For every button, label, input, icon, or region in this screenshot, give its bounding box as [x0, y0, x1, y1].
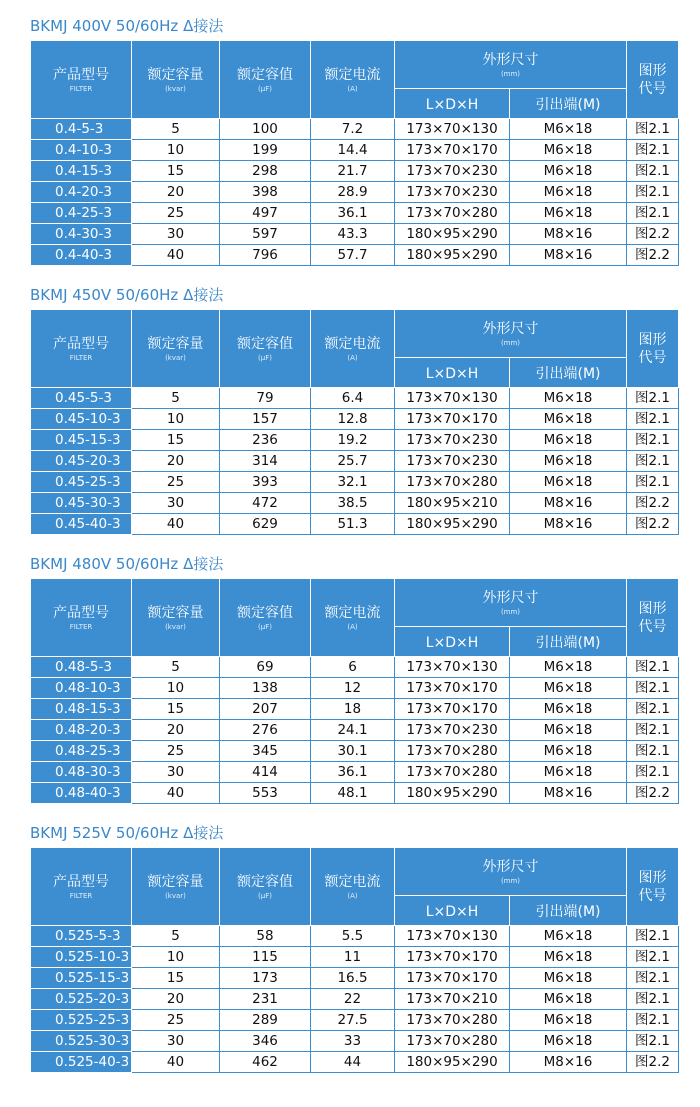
- table-row: [31, 472, 679, 493]
- current-cell: 43.3: [311, 224, 395, 245]
- table-row: [31, 1031, 679, 1052]
- current-cell: 6.4: [311, 388, 395, 409]
- model-cell: 0.4-5-3: [31, 119, 132, 140]
- dimensions-cell: 180×95×290: [395, 224, 510, 245]
- capacity-cell: 30: [132, 224, 220, 245]
- terminal-cell: M6×18: [510, 657, 627, 678]
- table-row: [31, 783, 679, 804]
- capacity-cell: 20: [132, 989, 220, 1010]
- current-cell: 18: [311, 699, 395, 720]
- dimensions-cell: 173×70×280: [395, 203, 510, 224]
- dimensions-cell: 173×70×280: [395, 1031, 510, 1052]
- table-row: [31, 699, 679, 720]
- capacity-cell: 15: [132, 430, 220, 451]
- current-cell: 19.2: [311, 430, 395, 451]
- figure-cell: 图2.1: [627, 203, 679, 224]
- terminal-cell: M6×18: [510, 1010, 627, 1031]
- header-terminal: 引出端(M): [510, 89, 627, 119]
- section-title: BKMJ 450V 50/60Hz Δ接法: [30, 286, 224, 304]
- header-lxdxh: L×D×H: [395, 89, 510, 119]
- current-cell: 38.5: [311, 493, 395, 514]
- figure-cell: 图2.1: [627, 678, 679, 699]
- table-row: [31, 678, 679, 699]
- figure-cell: 图2.2: [627, 245, 679, 266]
- table-header: [31, 310, 679, 388]
- section-title: BKMJ 480V 50/60Hz Δ接法: [30, 555, 224, 573]
- capacity-cell: 30: [132, 762, 220, 783]
- header-lxdxh: L×D×H: [395, 627, 510, 657]
- model-cell: 0.525-5-3: [31, 926, 132, 947]
- model-cell: 0.4-30-3: [31, 224, 132, 245]
- capacity-cell: 40: [132, 514, 220, 535]
- table-row: [31, 182, 679, 203]
- spec-table: [30, 40, 679, 266]
- terminal-cell: M6×18: [510, 947, 627, 968]
- dimensions-cell: 173×70×230: [395, 430, 510, 451]
- figure-cell: 图2.1: [627, 119, 679, 140]
- capacitance-cell: 236: [220, 430, 311, 451]
- terminal-cell: M6×18: [510, 989, 627, 1010]
- capacity-cell: 40: [132, 245, 220, 266]
- figure-cell: 图2.1: [627, 182, 679, 203]
- capacitance-cell: 173: [220, 968, 311, 989]
- terminal-cell: M6×18: [510, 741, 627, 762]
- current-cell: 24.1: [311, 720, 395, 741]
- capacitance-cell: 472: [220, 493, 311, 514]
- dimensions-cell: 173×70×170: [395, 409, 510, 430]
- table-row: [31, 514, 679, 535]
- model-cell: 0.525-40-3: [31, 1052, 132, 1073]
- header-figure: 图形 代号: [627, 41, 679, 119]
- capacity-cell: 5: [132, 119, 220, 140]
- model-cell: 0.4-40-3: [31, 245, 132, 266]
- terminal-cell: M6×18: [510, 762, 627, 783]
- current-cell: 5.5: [311, 926, 395, 947]
- model-cell: 0.48-5-3: [31, 657, 132, 678]
- capacity-cell: 5: [132, 926, 220, 947]
- terminal-cell: M8×16: [510, 493, 627, 514]
- model-cell: 0.45-10-3: [31, 409, 132, 430]
- figure-cell: 图2.1: [627, 968, 679, 989]
- capacitance-cell: 346: [220, 1031, 311, 1052]
- capacitance-cell: 276: [220, 720, 311, 741]
- terminal-cell: M6×18: [510, 451, 627, 472]
- capacitance-cell: 462: [220, 1052, 311, 1073]
- spec-table: [30, 847, 679, 1073]
- capacitance-cell: 58: [220, 926, 311, 947]
- capacitance-cell: 398: [220, 182, 311, 203]
- terminal-cell: M8×16: [510, 783, 627, 804]
- terminal-cell: M8×16: [510, 1052, 627, 1073]
- table-row: [31, 1052, 679, 1073]
- model-cell: 0.525-15-3: [31, 968, 132, 989]
- header-capacity: 额定容量 (kvar): [132, 579, 220, 657]
- dimensions-cell: 173×70×130: [395, 657, 510, 678]
- table-row: [31, 430, 679, 451]
- header-model: 产品型号 FILTER: [31, 848, 132, 926]
- header-figure: 图形 代号: [627, 310, 679, 388]
- header-dimensions: 外形尺寸 (mm): [395, 848, 627, 896]
- dimensions-cell: 173×70×170: [395, 140, 510, 161]
- current-cell: 33: [311, 1031, 395, 1052]
- figure-cell: 图2.2: [627, 1052, 679, 1073]
- header-figure: 图形 代号: [627, 579, 679, 657]
- model-cell: 0.48-15-3: [31, 699, 132, 720]
- capacity-cell: 10: [132, 140, 220, 161]
- figure-cell: 图2.1: [627, 1031, 679, 1052]
- table-row: [31, 657, 679, 678]
- header-capacitance: 额定容值 (μF): [220, 41, 311, 119]
- terminal-cell: M6×18: [510, 182, 627, 203]
- capacity-cell: 20: [132, 720, 220, 741]
- current-cell: 6: [311, 657, 395, 678]
- dimensions-cell: 173×70×170: [395, 699, 510, 720]
- table-row: [31, 720, 679, 741]
- model-cell: 0.48-20-3: [31, 720, 132, 741]
- capacity-cell: 15: [132, 699, 220, 720]
- capacity-cell: 15: [132, 968, 220, 989]
- header-current: 额定电流 (A): [311, 848, 395, 926]
- terminal-cell: M8×16: [510, 514, 627, 535]
- header-terminal: 引出端(M): [510, 627, 627, 657]
- table-row: [31, 140, 679, 161]
- figure-cell: 图2.2: [627, 224, 679, 245]
- terminal-cell: M6×18: [510, 388, 627, 409]
- figure-cell: 图2.1: [627, 926, 679, 947]
- model-cell: 0.525-20-3: [31, 989, 132, 1010]
- dimensions-cell: 173×70×170: [395, 947, 510, 968]
- capacity-cell: 10: [132, 947, 220, 968]
- current-cell: 22: [311, 989, 395, 1010]
- current-cell: 36.1: [311, 762, 395, 783]
- table-row: [31, 119, 679, 140]
- figure-cell: 图2.2: [627, 493, 679, 514]
- capacitance-cell: 138: [220, 678, 311, 699]
- header-terminal: 引出端(M): [510, 896, 627, 926]
- capacitance-cell: 345: [220, 741, 311, 762]
- table-row: [31, 762, 679, 783]
- terminal-cell: M6×18: [510, 430, 627, 451]
- section-title: BKMJ 525V 50/60Hz Δ接法: [30, 824, 224, 842]
- current-cell: 30.1: [311, 741, 395, 762]
- capacitance-cell: 314: [220, 451, 311, 472]
- capacity-cell: 10: [132, 409, 220, 430]
- capacity-cell: 15: [132, 161, 220, 182]
- current-cell: 12: [311, 678, 395, 699]
- capacity-cell: 25: [132, 472, 220, 493]
- dimensions-cell: 173×70×230: [395, 161, 510, 182]
- capacitance-cell: 597: [220, 224, 311, 245]
- figure-cell: 图2.1: [627, 140, 679, 161]
- header-dimensions: 外形尺寸 (mm): [395, 310, 627, 358]
- header-capacity: 额定容量 (kvar): [132, 41, 220, 119]
- header-model: 产品型号 FILTER: [31, 579, 132, 657]
- capacitance-cell: 115: [220, 947, 311, 968]
- capacity-cell: 20: [132, 451, 220, 472]
- header-terminal: 引出端(M): [510, 358, 627, 388]
- header-capacitance: 额定容值 (μF): [220, 848, 311, 926]
- dimensions-cell: 180×95×290: [395, 245, 510, 266]
- terminal-cell: M6×18: [510, 409, 627, 430]
- figure-cell: 图2.1: [627, 161, 679, 182]
- model-cell: 0.48-25-3: [31, 741, 132, 762]
- model-cell: 0.48-40-3: [31, 783, 132, 804]
- dimensions-cell: 173×70×170: [395, 678, 510, 699]
- capacity-cell: 40: [132, 783, 220, 804]
- table-row: [31, 926, 679, 947]
- figure-cell: 图2.1: [627, 762, 679, 783]
- figure-cell: 图2.1: [627, 989, 679, 1010]
- model-cell: 0.45-15-3: [31, 430, 132, 451]
- model-cell: 0.525-10-3: [31, 947, 132, 968]
- header-model: 产品型号 FILTER: [31, 310, 132, 388]
- current-cell: 32.1: [311, 472, 395, 493]
- capacitance-cell: 79: [220, 388, 311, 409]
- dimensions-cell: 180×95×290: [395, 783, 510, 804]
- header-current: 额定电流 (A): [311, 310, 395, 388]
- capacity-cell: 5: [132, 657, 220, 678]
- capacity-cell: 10: [132, 678, 220, 699]
- figure-cell: 图2.1: [627, 388, 679, 409]
- current-cell: 16.5: [311, 968, 395, 989]
- terminal-cell: M8×16: [510, 245, 627, 266]
- figure-cell: 图2.1: [627, 741, 679, 762]
- dimensions-cell: 173×70×210: [395, 989, 510, 1010]
- capacitance-cell: 629: [220, 514, 311, 535]
- model-cell: 0.45-30-3: [31, 493, 132, 514]
- capacitance-cell: 796: [220, 245, 311, 266]
- terminal-cell: M6×18: [510, 119, 627, 140]
- header-current: 额定电流 (A): [311, 579, 395, 657]
- figure-cell: 图2.1: [627, 409, 679, 430]
- table-row: [31, 741, 679, 762]
- header-capacity: 额定容量 (kvar): [132, 848, 220, 926]
- table-row: [31, 161, 679, 182]
- dimensions-cell: 173×70×130: [395, 119, 510, 140]
- model-cell: 0.48-30-3: [31, 762, 132, 783]
- header-dimensions: 外形尺寸 (mm): [395, 579, 627, 627]
- figure-cell: 图2.1: [627, 947, 679, 968]
- capacity-cell: 25: [132, 1010, 220, 1031]
- capacity-cell: 30: [132, 1031, 220, 1052]
- section-title: BKMJ 400V 50/60Hz Δ接法: [30, 17, 224, 35]
- terminal-cell: M6×18: [510, 720, 627, 741]
- capacitance-cell: 298: [220, 161, 311, 182]
- table-row: [31, 493, 679, 514]
- figure-cell: 图2.2: [627, 783, 679, 804]
- capacity-cell: 20: [132, 182, 220, 203]
- model-cell: 0.45-20-3: [31, 451, 132, 472]
- header-lxdxh: L×D×H: [395, 358, 510, 388]
- figure-cell: 图2.1: [627, 472, 679, 493]
- current-cell: 11: [311, 947, 395, 968]
- dimensions-cell: 173×70×170: [395, 968, 510, 989]
- terminal-cell: M6×18: [510, 140, 627, 161]
- terminal-cell: M6×18: [510, 161, 627, 182]
- terminal-cell: M6×18: [510, 1031, 627, 1052]
- capacitance-cell: 157: [220, 409, 311, 430]
- model-cell: 0.525-30-3: [31, 1031, 132, 1052]
- terminal-cell: M8×16: [510, 224, 627, 245]
- header-capacitance: 额定容值 (μF): [220, 310, 311, 388]
- current-cell: 27.5: [311, 1010, 395, 1031]
- current-cell: 14.4: [311, 140, 395, 161]
- model-cell: 0.4-15-3: [31, 161, 132, 182]
- current-cell: 7.2: [311, 119, 395, 140]
- current-cell: 57.7: [311, 245, 395, 266]
- table-header: [31, 579, 679, 657]
- capacitance-cell: 100: [220, 119, 311, 140]
- header-current: 额定电流 (A): [311, 41, 395, 119]
- table-row: [31, 1010, 679, 1031]
- current-cell: 36.1: [311, 203, 395, 224]
- capacity-cell: 25: [132, 203, 220, 224]
- current-cell: 28.9: [311, 182, 395, 203]
- dimensions-cell: 180×95×290: [395, 514, 510, 535]
- model-cell: 0.48-10-3: [31, 678, 132, 699]
- capacitance-cell: 497: [220, 203, 311, 224]
- terminal-cell: M6×18: [510, 968, 627, 989]
- dimensions-cell: 173×70×280: [395, 472, 510, 493]
- figure-cell: 图2.1: [627, 451, 679, 472]
- current-cell: 21.7: [311, 161, 395, 182]
- figure-cell: 图2.1: [627, 699, 679, 720]
- dimensions-cell: 173×70×130: [395, 926, 510, 947]
- model-cell: 0.45-40-3: [31, 514, 132, 535]
- dimensions-cell: 173×70×280: [395, 762, 510, 783]
- model-cell: 0.45-25-3: [31, 472, 132, 493]
- table-header: [31, 41, 679, 119]
- dimensions-cell: 180×95×210: [395, 493, 510, 514]
- capacitance-cell: 207: [220, 699, 311, 720]
- spec-table: [30, 578, 679, 804]
- table-row: [31, 409, 679, 430]
- capacity-cell: 40: [132, 1052, 220, 1073]
- header-dimensions: 外形尺寸 (mm): [395, 41, 627, 89]
- header-capacity: 额定容量 (kvar): [132, 310, 220, 388]
- table-header: [31, 848, 679, 926]
- dimensions-cell: 173×70×280: [395, 1010, 510, 1031]
- terminal-cell: M6×18: [510, 472, 627, 493]
- table-row: [31, 451, 679, 472]
- header-figure: 图形 代号: [627, 848, 679, 926]
- capacitance-cell: 69: [220, 657, 311, 678]
- current-cell: 44: [311, 1052, 395, 1073]
- table-row: [31, 989, 679, 1010]
- current-cell: 12.8: [311, 409, 395, 430]
- dimensions-cell: 180×95×290: [395, 1052, 510, 1073]
- capacitance-cell: 231: [220, 989, 311, 1010]
- model-cell: 0.45-5-3: [31, 388, 132, 409]
- header-capacitance: 额定容值 (μF): [220, 579, 311, 657]
- table-row: [31, 947, 679, 968]
- figure-cell: 图2.1: [627, 720, 679, 741]
- capacity-cell: 25: [132, 741, 220, 762]
- current-cell: 48.1: [311, 783, 395, 804]
- capacitance-cell: 553: [220, 783, 311, 804]
- capacity-cell: 30: [132, 493, 220, 514]
- current-cell: 51.3: [311, 514, 395, 535]
- dimensions-cell: 173×70×230: [395, 182, 510, 203]
- terminal-cell: M6×18: [510, 699, 627, 720]
- model-cell: 0.4-25-3: [31, 203, 132, 224]
- capacitance-cell: 199: [220, 140, 311, 161]
- header-model: 产品型号 FILTER: [31, 41, 132, 119]
- table-row: [31, 224, 679, 245]
- capacitance-cell: 393: [220, 472, 311, 493]
- table-row: [31, 388, 679, 409]
- terminal-cell: M6×18: [510, 678, 627, 699]
- dimensions-cell: 173×70×230: [395, 451, 510, 472]
- dimensions-cell: 173×70×280: [395, 741, 510, 762]
- table-row: [31, 245, 679, 266]
- figure-cell: 图2.1: [627, 657, 679, 678]
- capacity-cell: 5: [132, 388, 220, 409]
- model-cell: 0.525-25-3: [31, 1010, 132, 1031]
- table-row: [31, 203, 679, 224]
- header-lxdxh: L×D×H: [395, 896, 510, 926]
- dimensions-cell: 173×70×230: [395, 720, 510, 741]
- capacitance-cell: 289: [220, 1010, 311, 1031]
- spec-table: [30, 309, 679, 535]
- figure-cell: 图2.1: [627, 430, 679, 451]
- terminal-cell: M6×18: [510, 203, 627, 224]
- capacitance-cell: 414: [220, 762, 311, 783]
- figure-cell: 图2.2: [627, 514, 679, 535]
- current-cell: 25.7: [311, 451, 395, 472]
- dimensions-cell: 173×70×130: [395, 388, 510, 409]
- terminal-cell: M6×18: [510, 926, 627, 947]
- table-row: [31, 968, 679, 989]
- figure-cell: 图2.1: [627, 1010, 679, 1031]
- model-cell: 0.4-10-3: [31, 140, 132, 161]
- model-cell: 0.4-20-3: [31, 182, 132, 203]
